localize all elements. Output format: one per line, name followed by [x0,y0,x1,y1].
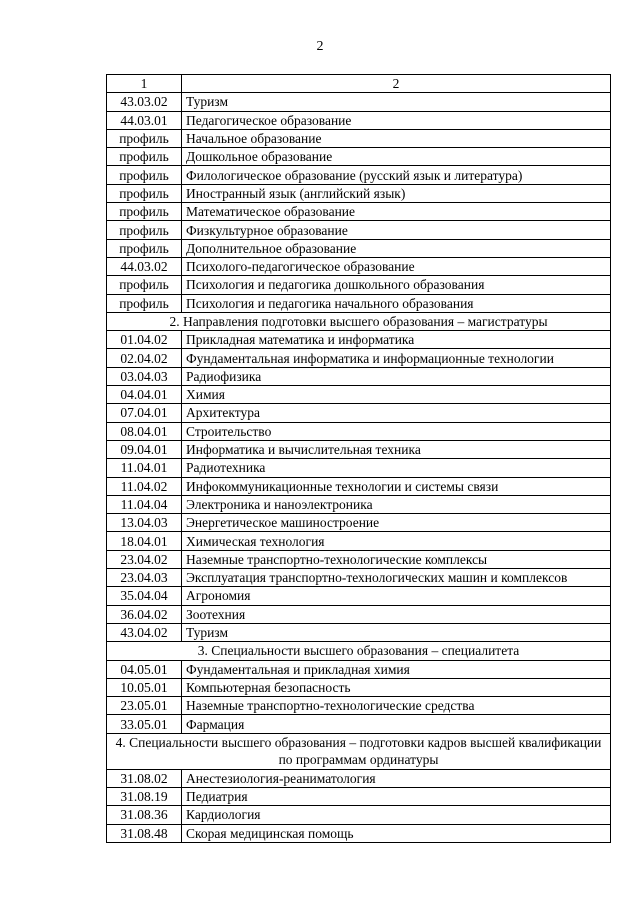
program-code: 23.04.03 [107,569,182,587]
program-name: Филологическое образование (русский язык и литература) [182,166,611,184]
section-heading-row [107,312,611,330]
program-code: профиль [107,148,182,166]
program-name: Наземные транспортно-технологические комплексы [182,550,611,568]
program-code: 10.05.01 [107,678,182,696]
table-row [107,257,611,275]
section-heading-row [107,642,611,660]
program-name: Зоотехния [182,605,611,623]
program-code: 36.04.02 [107,605,182,623]
program-name: Кардиология [182,806,611,824]
table-row [107,221,611,239]
table-row [107,148,611,166]
program-code: 11.04.01 [107,459,182,477]
table-row [107,184,611,202]
program-code: 07.04.01 [107,404,182,422]
program-code: 11.04.04 [107,495,182,513]
table-row [107,550,611,568]
program-name: Строительство [182,422,611,440]
program-code: 04.04.01 [107,386,182,404]
table-row [107,93,611,111]
table-row [107,349,611,367]
section-heading-row [107,733,611,769]
program-name: Химия [182,386,611,404]
program-name: Радиофизика [182,367,611,385]
table-row [107,678,611,696]
program-code: 35.04.04 [107,587,182,605]
program-name: Наземные транспортно-технологические средства [182,697,611,715]
program-code: профиль [107,203,182,221]
program-code: 43.03.02 [107,93,182,111]
program-name: Туризм [182,623,611,641]
program-name: Прикладная математика и информатика [182,331,611,349]
program-code: 31.08.02 [107,769,182,787]
program-name: Электроника и наноэлектроника [182,495,611,513]
program-name: Педиатрия [182,787,611,805]
section-title: 4. Специальности высшего образования – подготовки кадров высшей квалификации по программам ординатуры [107,733,611,769]
section-title: 2. Направления подготовки высшего образования – магистратуры [107,312,611,330]
program-name: Компьютерная безопасность [182,678,611,696]
table-row [107,404,611,422]
program-name: Начальное образование [182,129,611,147]
table-row [107,477,611,495]
program-name: Туризм [182,93,611,111]
program-code: 02.04.02 [107,349,182,367]
program-code: 09.04.01 [107,440,182,458]
program-name: Фундаментальная информатика и информационные технологии [182,349,611,367]
program-name: Психология и педагогика дошкольного образования [182,276,611,294]
program-name: Радиотехника [182,459,611,477]
table-row [107,276,611,294]
table-row [107,166,611,184]
program-code: 23.04.02 [107,550,182,568]
table-row [107,787,611,805]
table-row [107,111,611,129]
program-code: 33.05.01 [107,715,182,733]
column-header: 2 [182,75,611,93]
table-row [107,129,611,147]
table-row [107,239,611,257]
table-row [107,331,611,349]
program-name: Скорая медицинская помощь [182,824,611,842]
table-row [107,824,611,842]
program-name: Дополнительное образование [182,239,611,257]
program-name: Математическое образование [182,203,611,221]
table-row [107,386,611,404]
table-row [107,769,611,787]
program-code: 23.05.01 [107,697,182,715]
table-row [107,605,611,623]
table-row [107,587,611,605]
program-code: 31.08.48 [107,824,182,842]
column-header: 1 [107,75,182,93]
program-name: Агрономия [182,587,611,605]
program-name: Фундаментальная и прикладная химия [182,660,611,678]
specialties-table [106,74,611,843]
program-code: профиль [107,294,182,312]
program-name: Иностранный язык (английский язык) [182,184,611,202]
program-code: 01.04.02 [107,331,182,349]
table-row [107,514,611,532]
program-name: Педагогическое образование [182,111,611,129]
program-name: Инфокоммуникационные технологии и системы связи [182,477,611,495]
program-code: профиль [107,129,182,147]
program-code: профиль [107,239,182,257]
program-code: 43.04.02 [107,623,182,641]
table-row [107,422,611,440]
page-number: 2 [316,39,324,54]
program-name: Психология и педагогика начального образования [182,294,611,312]
table-row [107,459,611,477]
table-row [107,367,611,385]
section-title: 3. Специальности высшего образования – специалитета [107,642,611,660]
program-code: профиль [107,221,182,239]
table-header-row [107,75,611,93]
program-name: Энергетическое машиностроение [182,514,611,532]
program-code: профиль [107,166,182,184]
program-name: Дошкольное образование [182,148,611,166]
program-code: 08.04.01 [107,422,182,440]
program-name: Фармация [182,715,611,733]
program-code: профиль [107,184,182,202]
program-code: 44.03.02 [107,257,182,275]
program-name: Архитектура [182,404,611,422]
program-name: Химическая технология [182,532,611,550]
table-row [107,569,611,587]
table-row [107,806,611,824]
program-code: профиль [107,276,182,294]
program-code: 18.04.01 [107,532,182,550]
program-name: Анестезиология-реаниматология [182,769,611,787]
table-row [107,660,611,678]
program-code: 44.03.01 [107,111,182,129]
program-code: 04.05.01 [107,660,182,678]
program-code: 03.04.03 [107,367,182,385]
program-code: 31.08.19 [107,787,182,805]
program-name: Информатика и вычислительная техника [182,440,611,458]
program-code: 13.04.03 [107,514,182,532]
table-row [107,495,611,513]
program-name: Эксплуатация транспортно-технологических машин и комплексов [182,569,611,587]
table-row [107,715,611,733]
table-row [107,440,611,458]
table-row [107,532,611,550]
program-code: 31.08.36 [107,806,182,824]
table-row [107,623,611,641]
program-name: Физкультурное образование [182,221,611,239]
table-row [107,203,611,221]
table-row [107,697,611,715]
program-code: 11.04.02 [107,477,182,495]
program-name: Психолого-педагогическое образование [182,257,611,275]
table-row [107,294,611,312]
